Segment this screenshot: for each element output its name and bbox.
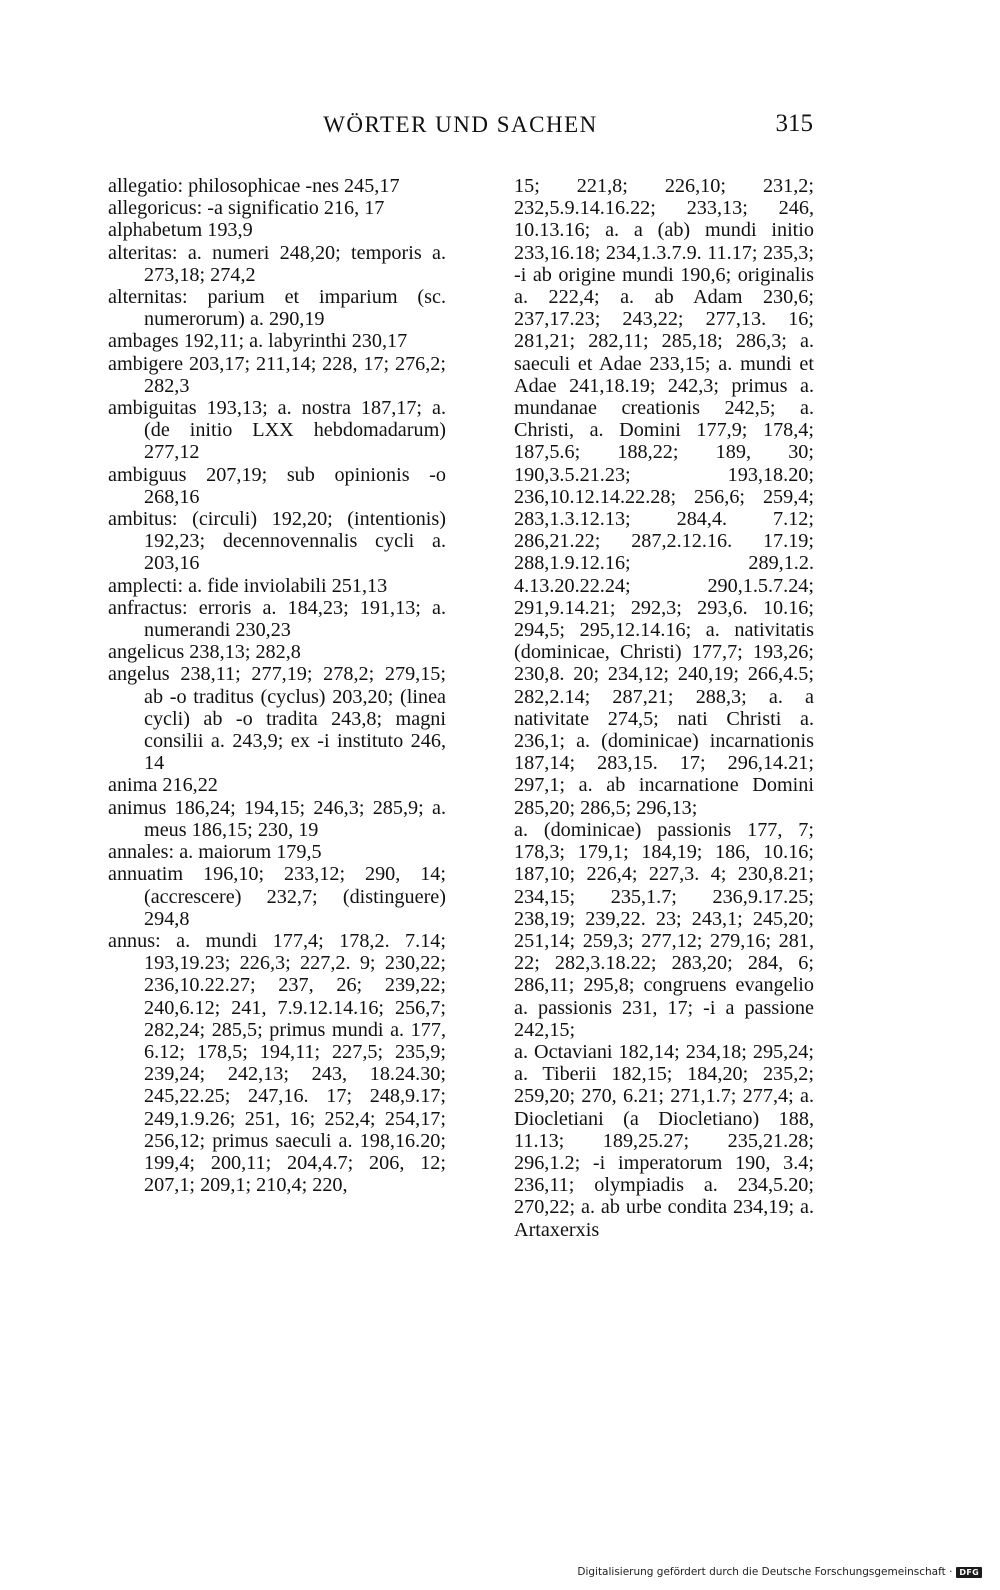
index-lemma: animus <box>108 796 167 819</box>
index-references: 238,13; 282,8 <box>189 641 301 664</box>
credit-text: Digitalisierung gefördert durch die Deutsche Forschungsgemeinschaft · <box>577 1566 953 1578</box>
index-references: philosophicae -nes 245,17 <box>188 175 400 197</box>
index-lemma: anima <box>108 774 158 797</box>
index-lemma: annuatim <box>108 863 184 886</box>
index-references: parium et imparium (sc. numerorum) a. 290,19 <box>144 286 446 331</box>
index-lemma: allegoricus: <box>108 197 203 220</box>
index-references: -a significatio 216, 17 <box>207 197 385 220</box>
index-references: 203,17; 211,14; 228, 17; 276,2; 282,3 <box>144 352 447 397</box>
index-references: a. numeri 248,20; temporis a. 273,18; 274,2 <box>144 241 447 286</box>
index-continuation: a. (dominicae) passionis 177, 7; 178,3; 179,1; 184,19; 186, 10.16; 187,10; 226,4; 227,3. 4; 230,8.21; 234,15; 235,1.7; 236,9.17.25; 238,19; 239,22. 23; 243,1; 245,20; 251,14; 259,3; 277,12; 279,16; 281, 22; 282,3.18.22; 283,20; 284, 6; 286,11; 295,8; congruens evangelio a. passionis 231, 17; -i a passione 242,15; <box>514 818 814 1041</box>
index-entry <box>108 575 446 597</box>
index-entry <box>108 286 446 330</box>
index-references: 216,22 <box>162 774 218 797</box>
index-references: 207,19; sub opinionis -o 268,16 <box>144 463 447 508</box>
index-lemma: annus: <box>108 929 161 952</box>
index-entry <box>108 464 446 508</box>
index-references: 238,11; 277,19; 278,2; 279,15; ab -o traditus (cyclus) 203,20; (linea cycli) ab -o tradita 243,8; magni consilii a. 243,9; ex -i instituto 246, 14 <box>144 663 447 775</box>
index-entry <box>108 930 446 1196</box>
index-entry <box>108 242 446 286</box>
running-head <box>108 112 813 146</box>
index-entry <box>108 219 446 241</box>
index-continuation: 15; 221,8; 226,10; 231,2; 232,5.9.14.16.22; 233,13; 246, 10.13.16; a. a (ab) mundi initio 233,16.18; 234,1.3.7.9. 11.17; 235,3; -i ab origine mundi 190,6; originalis a. 222,4; a. ab Adam 230,6; 237,17.23; 243,22; 277,13. 16; 281,21; 282,11; 285,18; 286,3; a. saeculi et Adae 233,15; a. mundi et Adae 241,18.19; 242,3; primus a. mundanae creationis 242,5; a. Christi, a. Domini 177,9; 178,4; 187,5.6; 188,22; 189, 30; 190,3.5.21.23; 193,18.20; 236,10.12.14.22.28; 256,6; 259,4; 283,1.3.12.13; 284,4. 7.12; 286,21.22; 287,2.12.16. 17.19; 288,1.9.12.16; 289,1.2. 4.13.20.22.24; 290,1.5.7.24; 291,9.14.21; 292,3; 293,6. 10.16; 294,5; 295,12.14.16; a. nativitatis (dominicae, Christi) 177,7; 193,26; 230,8. 20; 234,12; 240,19; 266,4.5; 282,2.14; 287,21; 288,3; a. a nativitate 274,5; nati Christi a. 236,1; a. (dominicae) incarnationis 187,14; 283,15. 17; 296,14.21; 297,1; a. ab incarnatione Domini 285,20; 286,5; 296,13; <box>514 175 814 819</box>
index-entry <box>108 797 446 841</box>
index-references: 186,24; 194,15; 246,3; 285,9; a. meus 186,15; 230, 19 <box>144 796 447 841</box>
index-entry <box>108 774 446 796</box>
index-entry <box>108 663 446 774</box>
index-lemma: ambitus: <box>108 508 178 531</box>
index-lemma: amplecti: <box>108 574 184 597</box>
index-references: a. fide inviolabili 251,13 <box>188 574 388 597</box>
index-lemma: ambigere <box>108 352 184 375</box>
index-entry <box>108 197 446 219</box>
index-lemma: alternitas: <box>108 286 188 309</box>
index-references: (circuli) 192,20; (intentionis) 192,23; decennovennalis cycli a. 203,16 <box>144 508 446 575</box>
index-lemma: allegatio: <box>108 175 184 197</box>
index-entry <box>108 641 446 663</box>
index-lemma: ambages <box>108 330 179 353</box>
page-number: 315 <box>775 110 813 137</box>
index-lemma: alphabetum <box>108 219 203 242</box>
index-entry <box>108 175 446 197</box>
index-references: erroris a. 184,23; 191,13; a. numerandi 230,23 <box>144 596 446 642</box>
index-lemma: alteritas: <box>108 241 178 264</box>
index-lemma: anfractus: <box>108 596 188 619</box>
index-entry <box>108 353 446 397</box>
dfg-logo-icon: DFG <box>956 1567 982 1578</box>
index-entry <box>108 397 446 464</box>
index-lemma: angelicus <box>108 641 185 664</box>
index-entry <box>108 597 446 641</box>
index-column-right <box>514 175 814 1241</box>
index-lemma: annales: <box>108 841 175 864</box>
index-entry <box>108 508 446 575</box>
index-references: a. maiorum 179,5 <box>179 841 322 864</box>
index-references: 192,11; a. labyrinthi 230,17 <box>183 330 408 353</box>
index-entry <box>108 863 446 930</box>
index-references: a. mundi 177,4; 178,2. 7.14; 193,19.23; 226,3; 227,2. 9; 230,22; 236,10.22.27; 237, 26; 239,22; 240,6.12; 241, 7.9.12.14.16; 256,7; 282,24; 285,5; primus mundi a. 177, 6.12; 178,5; 194,11; 227,5; 235,9; 239,24; 242,13; 243, 18.24.30; 245,22.25; 247,16. 17; 248,9.17; 249,1.9.26; 251, 16; 252,4; 254,17; 256,12; primus saeculi a. 198,16.20; 199,4; 200,11; 204,4.7; 206, 12; 207,1; 209,1; 210,4; 220, <box>144 929 446 1197</box>
index-lemma: angelus <box>108 663 170 686</box>
index-continuation: a. Octaviani 182,14; 234,18; 295,24; a. Tiberii 182,15; 184,20; 235,2; 259,20; 270, 6.21; 271,1.7; 277,4; a. Diocletiani (a Diocletiano) 188, 11.13; 189,25.27; 235,21.28; 296,1.2; -i imperatorum 190, 3.4; 236,11; olympiadis a. 234,5.20; 270,22; a. ab urbe condita 234,19; a. Artaxerxis <box>514 1040 814 1241</box>
index-references: 196,10; 233,12; 290, 14; (accrescere) 232,7; (distinguere) 294,8 <box>144 863 446 930</box>
index-lemma: ambiguitas <box>108 397 197 420</box>
running-head-title: WÖRTER UND SACHEN <box>323 112 598 137</box>
index-references: 193,13; a. nostra 187,17; a. (de initio LXX hebdomadarum) 277,12 <box>144 397 446 464</box>
index-lemma: ambiguus <box>108 463 187 486</box>
index-references: 193,9 <box>207 219 253 242</box>
digitization-credit <box>577 1566 982 1578</box>
index-entry <box>108 841 446 863</box>
index-entry <box>108 330 446 352</box>
index-column-left <box>108 175 446 1196</box>
